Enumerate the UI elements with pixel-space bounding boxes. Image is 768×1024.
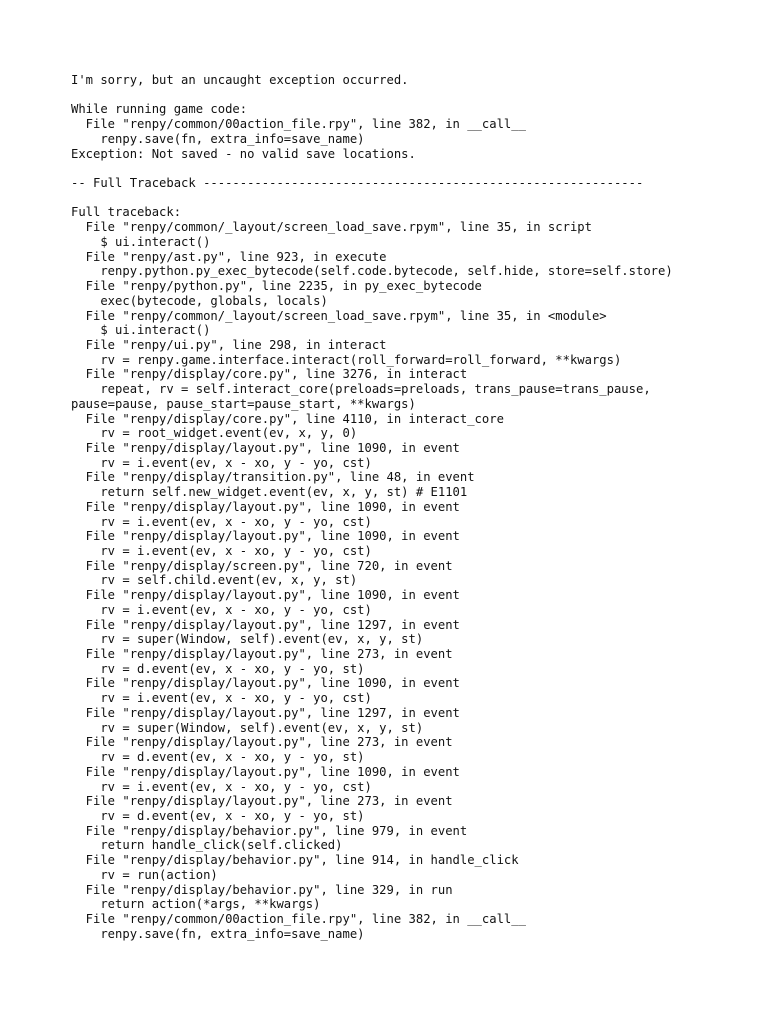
traceback-line: rv = self.child.event(ev, x, y, st) (71, 573, 358, 588)
traceback-line: File "renpy/display/layout.py", line 1090, in event (71, 499, 460, 514)
traceback-line: repeat, rv = self.interact_core(preloads=preloads, trans_pause=trans_pause, (71, 382, 651, 397)
traceback-line: File "renpy/display/core.py", line 4110, in interact_core (71, 411, 504, 426)
traceback-line: File "renpy/common/00action_file.rpy", line 382, in __call__ (71, 117, 526, 132)
traceback-line: File "renpy/common/_layout/screen_load_save.rpym", line 35, in script (71, 220, 592, 235)
traceback-line: rv = i.event(ev, x - xo, y - yo, cst) (71, 779, 372, 794)
traceback-line: return handle_click(self.clicked) (71, 838, 343, 853)
traceback-line: File "renpy/display/layout.py", line 1090, in event (71, 529, 460, 544)
traceback-line: File "renpy/display/layout.py", line 273, in event (71, 647, 453, 662)
traceback-line: -- Full Traceback ------------------------------------------------------------ (71, 176, 644, 191)
traceback-line: renpy.python.py_exec_bytecode(self.code.bytecode, self.hide, store=self.store) (71, 264, 673, 279)
traceback-line: rv = i.event(ev, x - xo, y - yo, cst) (71, 455, 372, 470)
traceback-line: return action(*args, **kwargs) (71, 897, 321, 912)
traceback-line: rv = i.event(ev, x - xo, y - yo, cst) (71, 514, 372, 529)
traceback-line: File "renpy/display/layout.py", line 273, in event (71, 794, 453, 809)
traceback-line: I'm sorry, but an uncaught exception occurred. (71, 73, 409, 87)
traceback-line: File "renpy/display/layout.py", line 1090, in event (71, 440, 460, 455)
traceback-line: rv = i.event(ev, x - xo, y - yo, cst) (71, 691, 372, 706)
traceback-line: File "renpy/common/_layout/screen_load_save.rpym", line 35, in <module> (71, 308, 607, 323)
traceback-line: File "renpy/display/layout.py", line 1297, in event (71, 617, 460, 632)
traceback-line (71, 161, 761, 176)
traceback-line: File "renpy/display/layout.py", line 1090, in event (71, 676, 460, 691)
traceback-line: File "renpy/display/behavior.py", line 979, in event (71, 823, 468, 838)
traceback-line: File "renpy/display/layout.py", line 1090, in event (71, 588, 460, 603)
traceback-line: rv = renpy.game.interface.interact(roll_forward=roll_forward, **kwargs) (71, 352, 622, 367)
traceback-line: File "renpy/ui.py", line 298, in interact (71, 337, 387, 352)
traceback-line: File "renpy/python.py", line 2235, in py_exec_bytecode (71, 279, 482, 294)
traceback-line (71, 191, 761, 206)
traceback-line: File "renpy/ast.py", line 923, in execute (71, 249, 387, 264)
traceback-line: rv = root_widget.event(ev, x, y, 0) (71, 426, 358, 441)
traceback-line: pause=pause, pause_start=pause_start, **kwargs) (71, 396, 416, 411)
traceback-line: return self.new_widget.event(ev, x, y, st) # E1101 (71, 485, 468, 500)
traceback-line: $ ui.interact() (71, 323, 211, 338)
traceback-line: Full traceback: (71, 205, 182, 220)
traceback-line: File "renpy/display/layout.py", line 1297, in event (71, 705, 460, 720)
traceback-line: File "renpy/display/behavior.py", line 914, in handle_click (71, 853, 519, 868)
traceback-line: While running game code: (71, 102, 248, 117)
traceback-line: File "renpy/display/layout.py", line 273, in event (71, 735, 453, 750)
traceback-line: rv = super(Window, self).event(ev, x, y, st) (71, 632, 424, 647)
traceback-line: $ ui.interact() (71, 234, 211, 249)
traceback-line: File "renpy/display/layout.py", line 1090, in event (71, 764, 460, 779)
traceback-line: rv = i.event(ev, x - xo, y - yo, cst) (71, 602, 372, 617)
traceback-line: rv = d.event(ev, x - xo, y - yo, st) (71, 808, 365, 823)
traceback-line: File "renpy/display/core.py", line 3276, in interact (71, 367, 468, 382)
traceback-line: File "renpy/display/screen.py", line 720, in event (71, 558, 453, 573)
traceback-line: exec(bytecode, globals, locals) (71, 293, 328, 308)
traceback-line: Exception: Not saved - no valid save locations. (71, 146, 416, 161)
traceback-line: renpy.save(fn, extra_info=save_name) (71, 926, 365, 941)
traceback-line: renpy.save(fn, extra_info=save_name) (71, 131, 365, 146)
traceback-line: rv = super(Window, self).event(ev, x, y, st) (71, 720, 424, 735)
traceback-line: rv = run(action) (71, 867, 218, 882)
traceback-line: rv = d.event(ev, x - xo, y - yo, st) (71, 661, 365, 676)
traceback-text (71, 73, 761, 941)
traceback-line: File "renpy/display/behavior.py", line 329, in run (71, 882, 453, 897)
traceback-line: File "renpy/common/00action_file.rpy", line 382, in __call__ (71, 911, 526, 926)
traceback-line: File "renpy/display/transition.py", line 48, in event (71, 470, 475, 485)
traceback-line: rv = d.event(ev, x - xo, y - yo, st) (71, 750, 365, 765)
traceback-line: rv = i.event(ev, x - xo, y - yo, cst) (71, 544, 372, 558)
traceback-line (71, 88, 761, 103)
